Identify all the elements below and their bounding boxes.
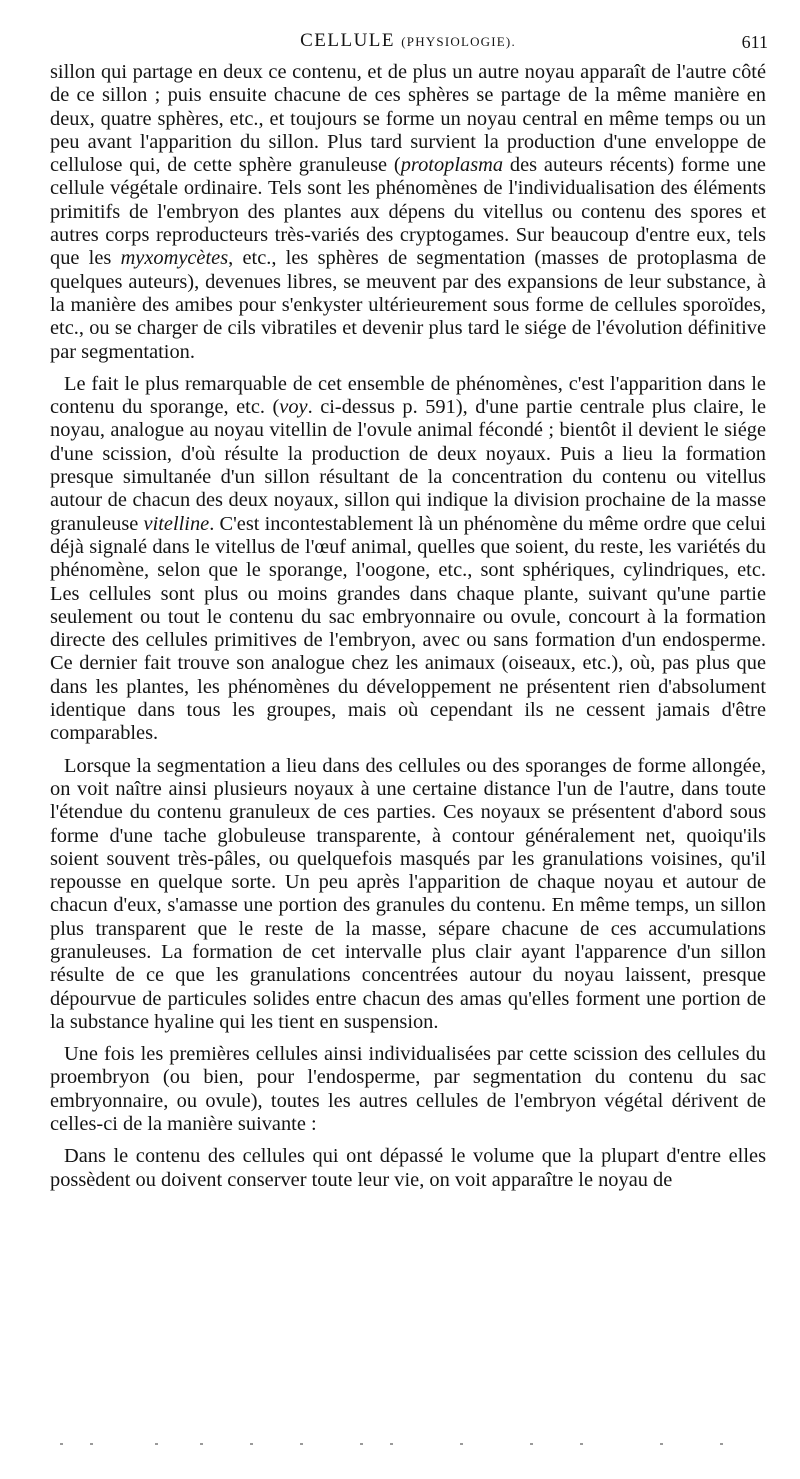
running-header [48, 28, 768, 56]
paragraph [50, 61, 766, 364]
scan-speck [200, 1443, 203, 1445]
paragraph [50, 755, 766, 1035]
text-run: . ci-dessus p. 591), d'une partie centrale plus claire, le noyau, analogue au noyau vitellin de l'ovule animal fécondé ; bientôt il devient le siége d'une scission, d'où résulte la production de deux noyaux. Puis a lieu la formation presque simultanée d'un sillon résultant de la concentration du contenu ou vitellus autour de chacun des deux noyaux, sillon qui indique la division prochaine de la masse granuleuse [50, 396, 767, 535]
text-run: sillon qui partage en deux ce contenu, et de plus un autre noyau apparaît de l'autre côté de ce sillon ; puis ensuite chacune de ces sphères se partage de la même manière en deux, quatre sphères, etc., et toujours se forme un noyau central en même temps ou un peu avant l'apparition du sillon. Plus tard survient la production d'une enveloppe de cellulose qui, de cette sphère granuleuse ( [50, 61, 766, 177]
scan-speck [250, 1443, 253, 1445]
text-run: des auteurs récents) forme une cellule végétale ordinaire. Tels sont les phénomènes de l'individualisation des éléments primitifs de l'embryon des plantes aux dépens du vitellus ou contenu des spores et autres corps reproducteurs très-variés des cryptogames. Sur beaucoup d'entre eux, tels que les [50, 154, 766, 270]
scan-speck [300, 1443, 303, 1445]
paragraph [50, 373, 766, 746]
italic-term: voy [279, 396, 308, 419]
body-text [50, 61, 766, 1194]
italic-term: protoplasma [400, 154, 504, 177]
bottom-scan-marks [60, 1440, 740, 1450]
text-run: Le fait le plus remarquable de cet ensemble de phénomènes, c'est l'apparition dans le contenu du sporange, etc. ( [50, 372, 766, 419]
text-run: Une fois les premières cellules ainsi individualisées par cette scission des cellules du proembryon (ou bien, pour l'endosperme, par segmentation du contenu du sac embryonnaire, ou ovule), toutes les autres cellules de l'embryon végétal dérivent de celles-ci de la manière suivante : [50, 1043, 766, 1136]
scan-speck [660, 1443, 663, 1445]
scan-speck [390, 1443, 393, 1445]
italic-term: vitelline [143, 512, 210, 535]
scan-speck [155, 1443, 158, 1445]
text-run: . C'est incontestablement là un phénomène du même ordre que celui déjà signalé dans le vitellus de l'œuf animal, quelles que soient, du reste, les variétés du phénomène, selon que le sporange, l'oogone, etc., sont sphériques, cylindriques, etc. Les cellules sont plus ou moins grandes dans chaque plante, suivant qu'une partie seulement ou tout le contenu du sac embryonnaire ou ovule, concourt à la formation directe des cellules primitives de l'embryon, avec ou sans formation d'un endosperme. Ce dernier fait trouve son analogue chez les animaux (oiseaux, etc.), où, pas plus que dans les plantes, les phénomènes du développement ne présentent rien d'absolument identique dans tous les groupes, mais où cependant ils ne cessent jamais d'être comparables. [50, 512, 766, 745]
paragraph [50, 1043, 766, 1136]
page-number: 611 [741, 32, 768, 52]
text-run: Lorsque la segmentation a lieu dans des cellules ou des sporanges de forme allongée, on voit naître ainsi plusieurs noyaux à une certaine distance l'un de l'autre, dans toute l'étendue du contenu granuleux de ces parties. Ces noyaux se présentent d'abord sous forme d'une tache globuleuse transparente, à contour généralement net, quoiqu'ils soient souvent très-pâles, ou quelquefois masqués par les granulations voisines, qu'il repousse en quelque sorte. Un peu après l'apparition de chaque noyau et autour de chacun d'eux, s'amasse une portion des granules du contenu. En même temps, un sillon plus transparent que le reste de la masse, sépare chacune de ces accumulations granuleuses. La formation de cet intervalle plus clair ayant l'apparence d'un sillon résulte de ce que les granulations concentrées autour du noyau laissent, presque dépourvue de particules solides entre chacun des amas qu'elles forment une portion de la substance hyaline qui les tient en suspension. [50, 754, 766, 1033]
scan-speck [460, 1443, 463, 1445]
running-title-main: CELLULE [300, 30, 396, 51]
scan-speck [60, 1443, 63, 1445]
text-run: Dans le contenu des cellules qui ont dépassé le volume que la plupart d'entre elles possèdent ou doivent conserver toute leur vie, on voit apparaître le noyau de [50, 1145, 766, 1191]
running-title-sub: (PHYSIOLOGIE). [401, 34, 516, 49]
scan-speck [360, 1443, 363, 1445]
text-run: , etc., les sphères de segmentation (masses de protoplasma de quelques auteurs), devenues libres, se meuvent par des expansions de leur substance, à la manière des amibes pour s'enkyster ultérieurement sous forme de cellules sporoïdes, etc., ou se charger de cils vibratiles et devenir plus tard le siége de l'évolution définitive par segmentation. [50, 247, 766, 363]
scan-speck [580, 1443, 583, 1445]
italic-term: myxomycètes [120, 247, 229, 270]
paragraph [50, 1145, 766, 1192]
scan-speck [530, 1443, 533, 1445]
scan-speck [720, 1443, 723, 1445]
running-title [48, 30, 768, 52]
scan-speck [90, 1443, 93, 1445]
